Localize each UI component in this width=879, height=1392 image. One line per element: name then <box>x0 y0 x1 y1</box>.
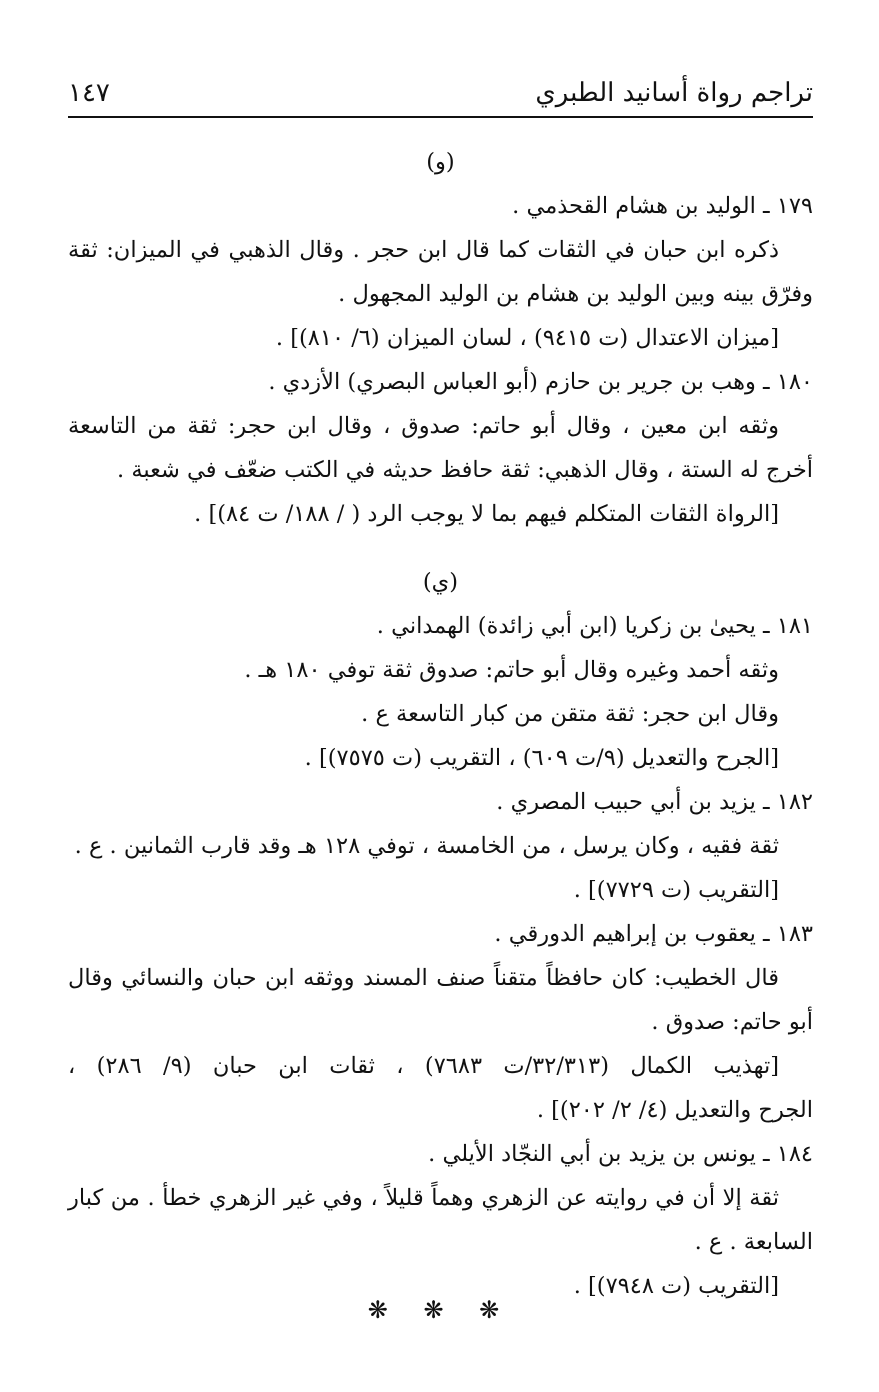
entry-183-sources: الجرح والتعديل (٤/ ٢/ ٢٠٢)] . <box>536 1097 813 1123</box>
entry-180-sources: [الرواة الثقات المتكلم فيهم بما لا يوجب الرد ( / ١٨٨/ ت ٨٤)] . <box>194 501 779 527</box>
entry-183-text: أبو حاتم: صدوق . <box>651 1009 813 1035</box>
entry-180-text: أخرج له الستة ، وقال الذهبي: ثقة حافظ حديثه في الكتب ضعّف في شعبة . <box>117 457 813 483</box>
entry-181-text: وثقه أحمد وغيره وقال أبو حاتم: صدوق ثقة توفي ١٨٠ هـ . <box>244 657 779 683</box>
entry-183-text: قال الخطيب: كان حافظاً متقناً صنف المسند ووثقه ابن حبان والنسائي وقال <box>68 965 779 991</box>
entry-184-sources: [التقريب (ت ٧٩٤٨)] . <box>573 1273 779 1299</box>
section-separator: ❋ ❋ ❋ <box>367 1296 514 1324</box>
entry-181-sources: [الجرح والتعديل (٩/ت ٦٠٩) ، التقريب (ت ٧٥٧٥)] . <box>304 745 779 771</box>
entry-184-title: ١٨٤ ـ يونس بن يزيد بن أبي النجّاد الأيلي . <box>428 1141 813 1167</box>
entry-180-text: وثقه ابن معين ، وقال أبو حاتم: صدوق ، وقال ابن حجر: ثقة من التاسعة <box>68 413 779 439</box>
page-number: ١٤٧ <box>68 78 110 108</box>
entry-179-sources: [ميزان الاعتدال (ت ٩٤١٥) ، لسان الميزان (٦/ ٨١٠)] . <box>275 325 779 351</box>
entry-181-title: ١٨١ ـ يحيىٰ بن زكريا (ابن أبي زائدة) الهمداني . <box>376 613 813 639</box>
entry-184-text: ثقة إلا أن في روايته عن الزهري وهماً قليلاً ، وفي غير الزهري خطأ . من كبار <box>68 1185 779 1211</box>
section-heading-waw: (و) <box>426 149 455 175</box>
section-heading-ya: (ي) <box>422 569 459 595</box>
entry-179-title: ١٧٩ ـ الوليد بن هشام القحذمي . <box>512 193 813 219</box>
running-title: تراجم رواة أسانيد الطبري <box>535 78 813 108</box>
entry-183-sources: [تهذيب الكمال (٣٢/٣١٣/ت ٧٦٨٣) ، ثقات ابن حبان (٩/ ٢٨٦) ، <box>68 1053 779 1079</box>
entry-182-title: ١٨٢ ـ يزيد بن أبي حبيب المصري . <box>496 789 813 815</box>
entry-183-title: ١٨٣ ـ يعقوب بن إبراهيم الدورقي . <box>494 921 813 947</box>
entry-182-text: ثقة فقيه ، وكان يرسل ، من الخامسة ، توفي ١٢٨ هـ وقد قارب الثمانين . ع . <box>74 833 779 859</box>
entry-184-text: السابعة . ع . <box>694 1229 813 1255</box>
entry-180-title: ١٨٠ ـ وهب بن جرير بن حازم (أبو العباس البصري) الأزدي . <box>268 369 813 395</box>
entry-179-text: وفرّق بينه وبين الوليد بن هشام بن الوليد المجهول . <box>338 281 813 307</box>
entry-181-text: وقال ابن حجر: ثقة متقن من كبار التاسعة ع . <box>361 701 779 727</box>
page-header <box>68 72 813 118</box>
entry-182-sources: [التقريب (ت ٧٧٢٩)] . <box>573 877 779 903</box>
entry-179-text: ذكره ابن حبان في الثقات كما قال ابن حجر . وقال الذهبي في الميزان: ثقة <box>68 237 779 263</box>
